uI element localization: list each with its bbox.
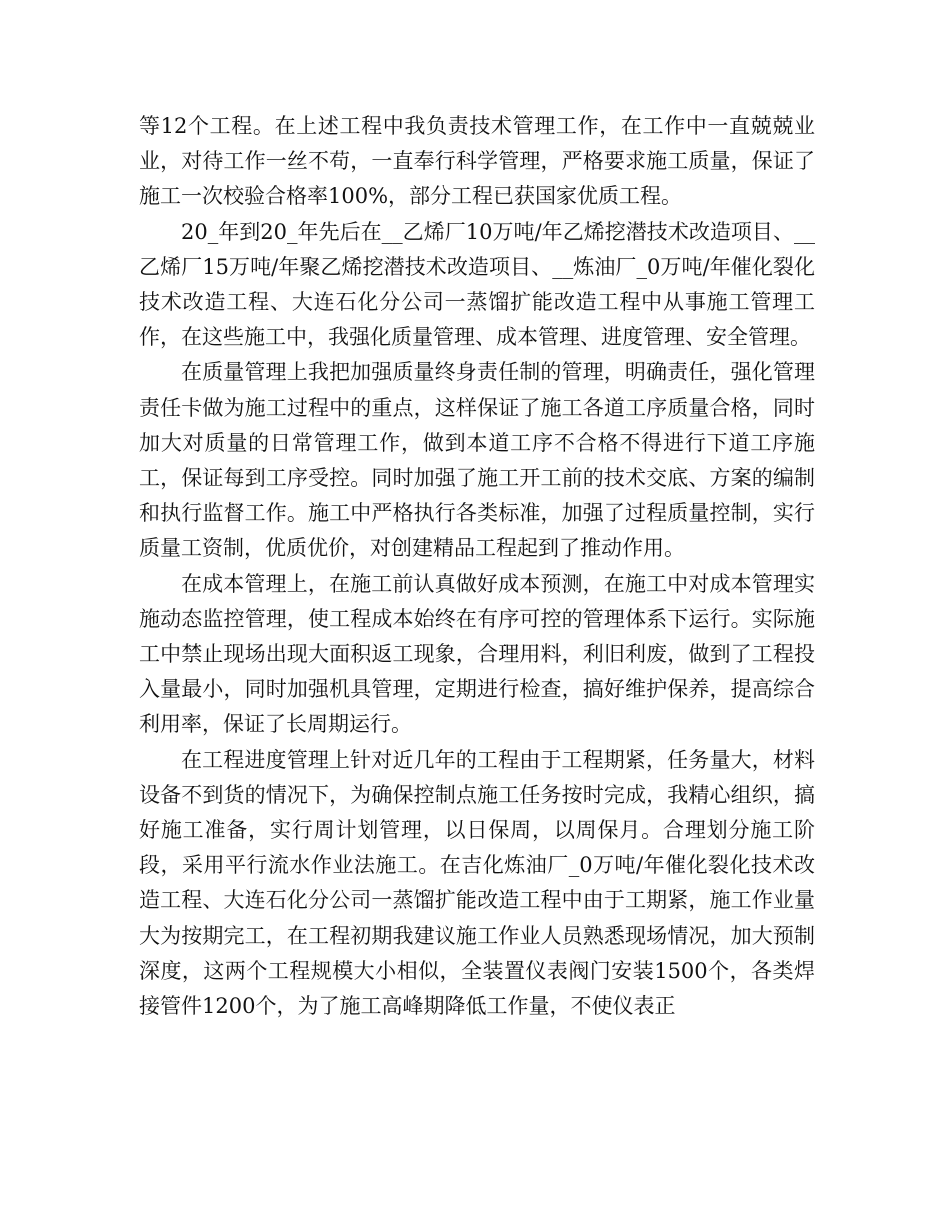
document-page [139, 109, 815, 1024]
paragraph-3: 在质量管理上我把加强质量终身责任制的管理，明确责任，强化管理责任卡做为施工过程中的重点，这样保证了施工各道工序质量合格，同时加大对质量的日常管理工作，做到本道工序不合格不得进行下道工序施工，保证每到工序受控。同时加强了施工开工前的技术交底、方案的编制和执行监督工作。施工中严格执行各类标准，加强了过程质量控制，实行质量工资制，优质优价，对创建精品工程起到了推动作用。 [139, 360, 815, 561]
paragraph-1: 等12个工程。在上述工程中我负责技术管理工作，在工作中一直兢兢业业，对待工作一丝不苟，一直奉行科学管理，严格要求施工质量，保证了施工一次校验合格率100%，部分工程已获国家优质工程。 [139, 114, 815, 209]
paragraph-5: 在工程进度管理上针对近几年的工程由于工程期紧，任务量大，材料设备不到货的情况下，为确保控制点施工任务按时完成，我精心组织，搞好施工准备，实行周计划管理，以日保周，以周保月。合理划分施工阶段，采用平行流水作业法施工。在吉化炼油厂_0万吨/年催化裂化技术改造工程、大连石化分公司一蒸馏扩能改造工程中由于工期紧，施工作业量大为按期完工，在工程初期我建议施工作业人员熟悉现场情况，加大预制深度，这两个工程规模大小相似，全装置仪表阀门安装1500个，各类焊接管件1200个，为了施工高峰期降低工作量，不使仪表正 [139, 747, 815, 1019]
paragraph-2: 20_年到20_年先后在__乙烯厂10万吨/年乙烯挖潜技术改造项目、__乙烯厂15万吨/年聚乙烯挖潜技术改造项目、__炼油厂_0万吨/年催化裂化技术改造工程、大连石化分公司一蒸馏扩能改造工程中从事施工管理工作，在这些施工中，我强化质量管理、成本管理、进度管理、安全管理。 [139, 219, 815, 350]
paragraph-4: 在成本管理上，在施工前认真做好成本预测，在施工中对成本管理实施动态监控管理，使工程成本始终在有序可控的管理体系下运行。实际施工中禁止现场出现大面积返工现象，合理用料，利旧利废，做到了工程投入量最小，同时加强机具管理，定期进行检查，搞好维护保养，提高综合利用率，保证了长周期运行。 [139, 571, 815, 737]
